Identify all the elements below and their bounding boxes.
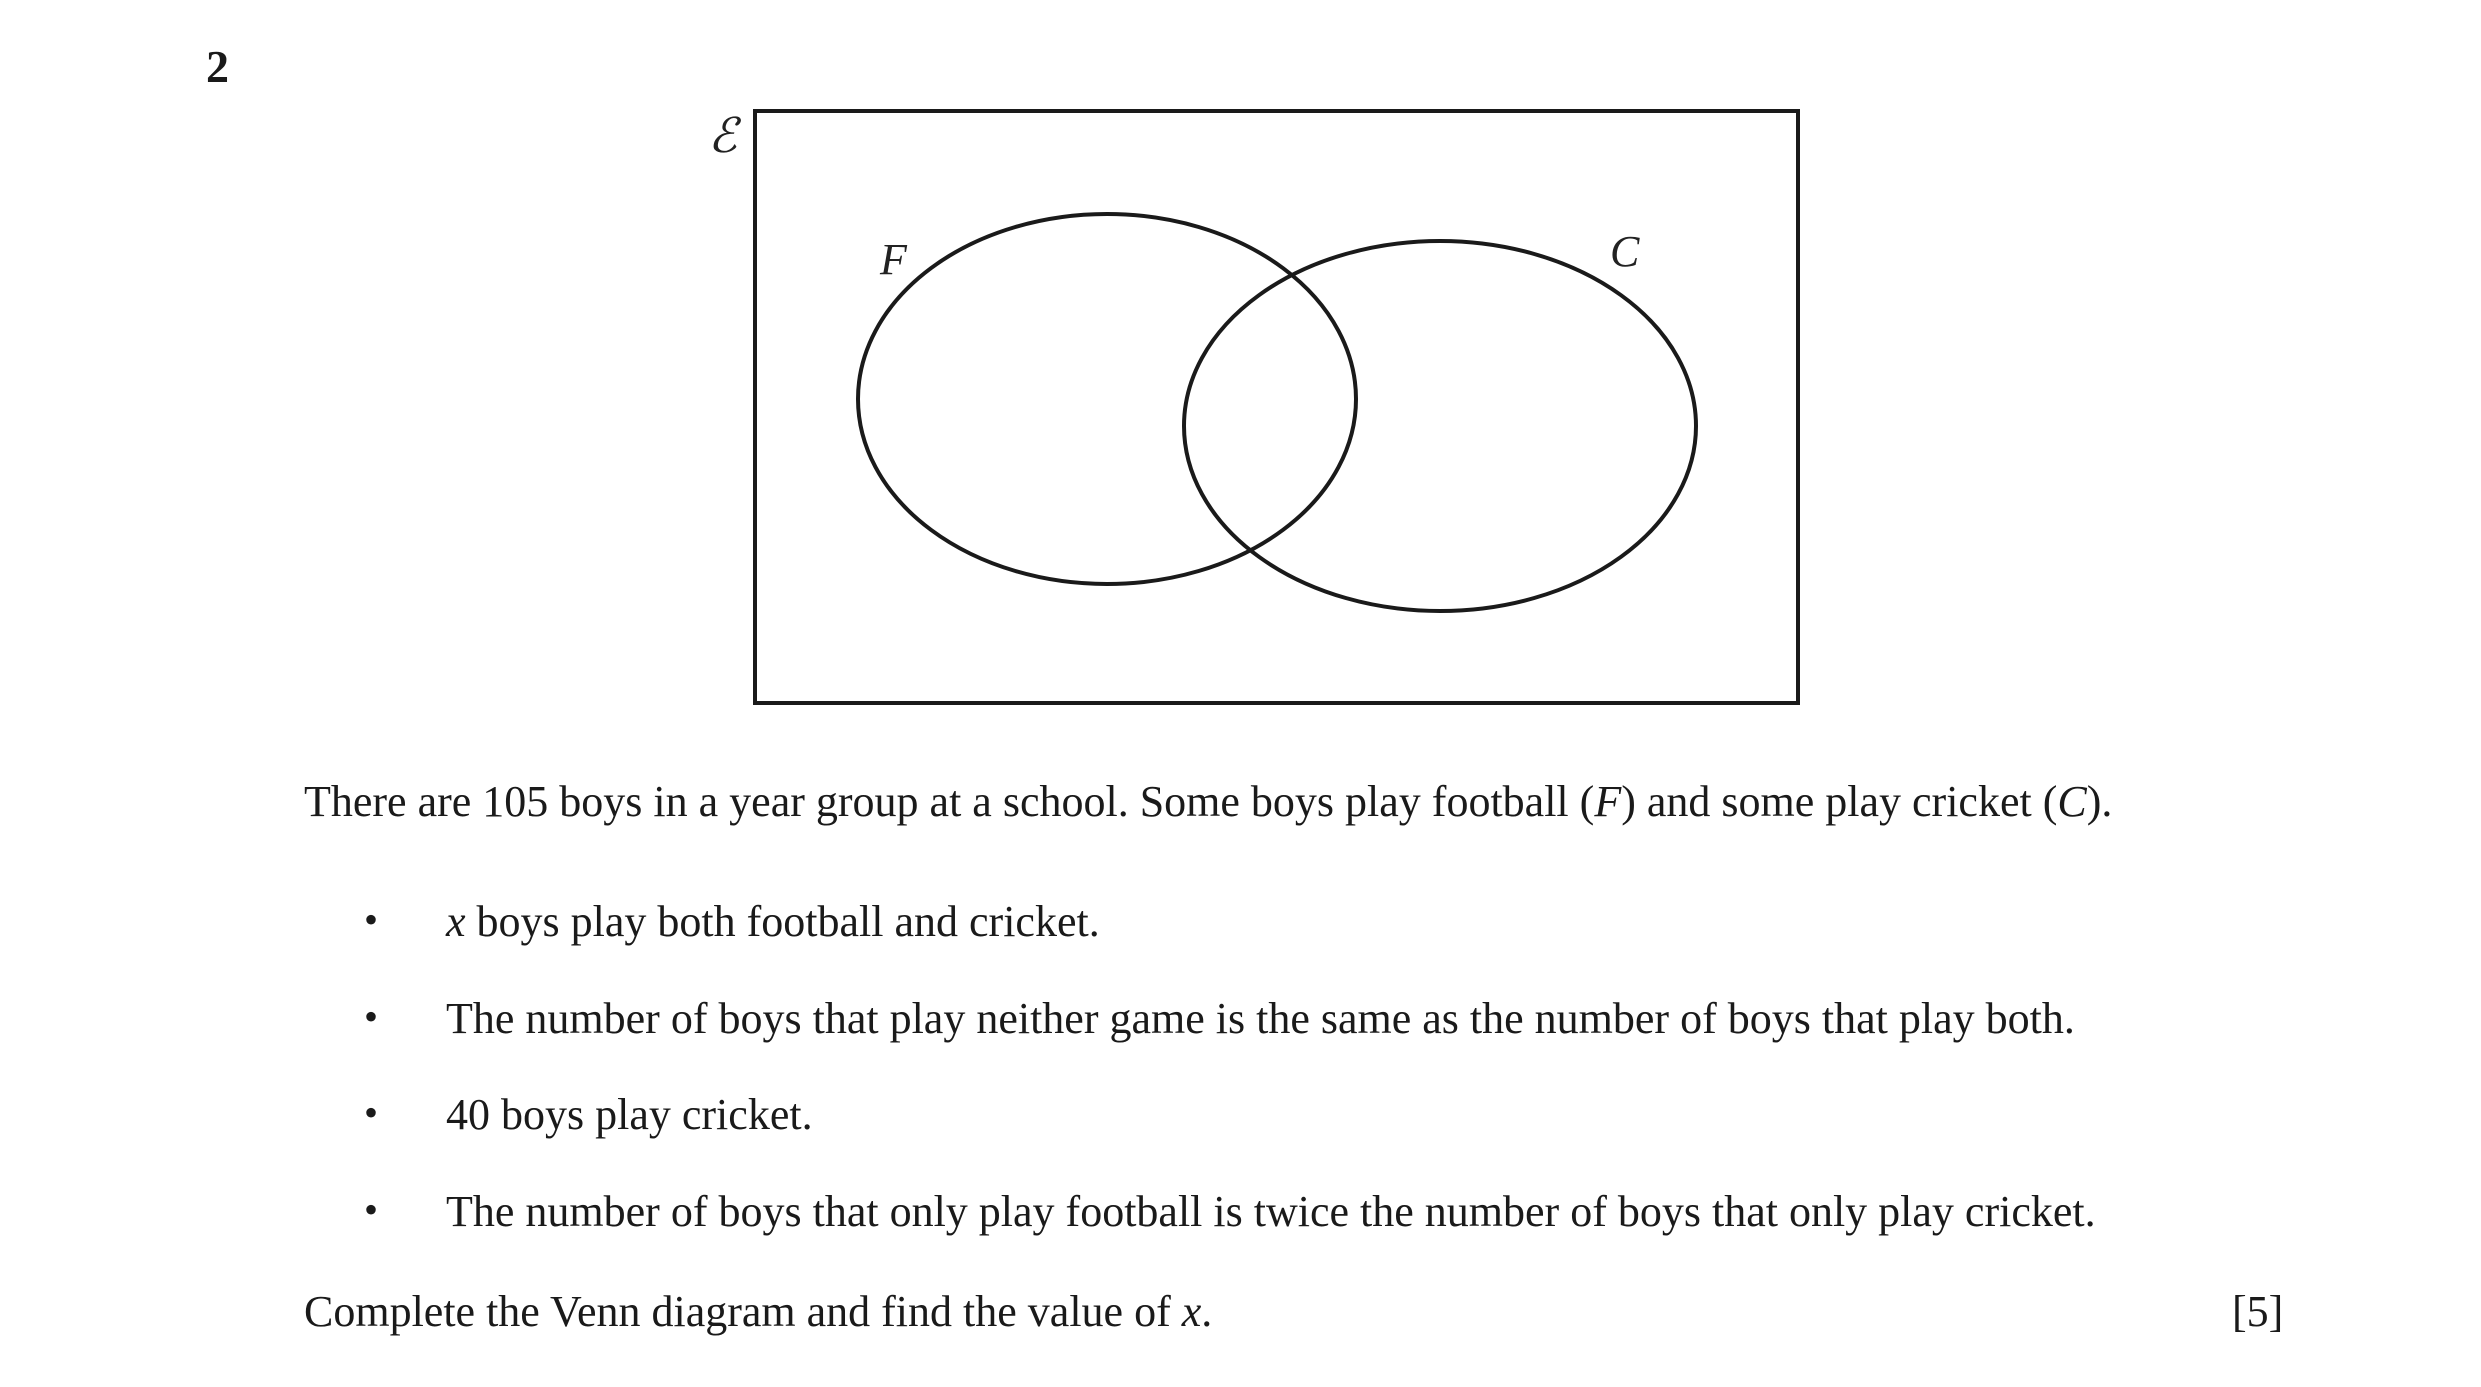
bullet-text: The number of boys that play neither game is the same as the number of boys that play both. bbox=[446, 994, 2075, 1043]
bullet-icon: • bbox=[364, 1090, 379, 1135]
intro-var-c: C bbox=[2057, 777, 2087, 826]
set-f-ellipse bbox=[858, 214, 1356, 584]
task-var: x bbox=[1181, 1287, 1202, 1336]
universal-set-label: ℰ bbox=[708, 110, 738, 163]
intro-part-1: There are 105 boys in a year group at a school. Some boys play football ( bbox=[304, 777, 1595, 826]
question-number: 2 bbox=[206, 41, 229, 92]
bullet-icon: • bbox=[364, 897, 379, 942]
bullet-icon: • bbox=[364, 1187, 379, 1232]
question-intro bbox=[304, 776, 2112, 829]
bullet-icon: • bbox=[364, 994, 379, 1039]
intro-part-2: ) and some play cricket ( bbox=[1621, 777, 2058, 826]
bullet-text-body: boys play both football and cricket. bbox=[465, 897, 1100, 946]
set-c-label: C bbox=[1610, 227, 1640, 276]
set-c-ellipse bbox=[1184, 241, 1696, 611]
bullet-text: 40 boys play cricket. bbox=[446, 1090, 813, 1139]
set-f-label: F bbox=[880, 235, 907, 284]
bullet-var: x bbox=[446, 897, 466, 946]
task-text: Complete the Venn diagram and find the value of bbox=[304, 1287, 1182, 1336]
bullet-text: The number of boys that only play football is twice the number of boys that only play cricket. bbox=[446, 1187, 2096, 1236]
intro-var-f: F bbox=[1594, 777, 1622, 826]
universal-set-rectangle bbox=[755, 111, 1798, 703]
task-end: . bbox=[1201, 1287, 1213, 1336]
question-task bbox=[304, 1286, 1212, 1339]
bullet-text bbox=[446, 896, 1100, 949]
intro-part-3: ). bbox=[2086, 777, 2113, 826]
marks-label: [5] bbox=[2232, 1287, 2284, 1336]
